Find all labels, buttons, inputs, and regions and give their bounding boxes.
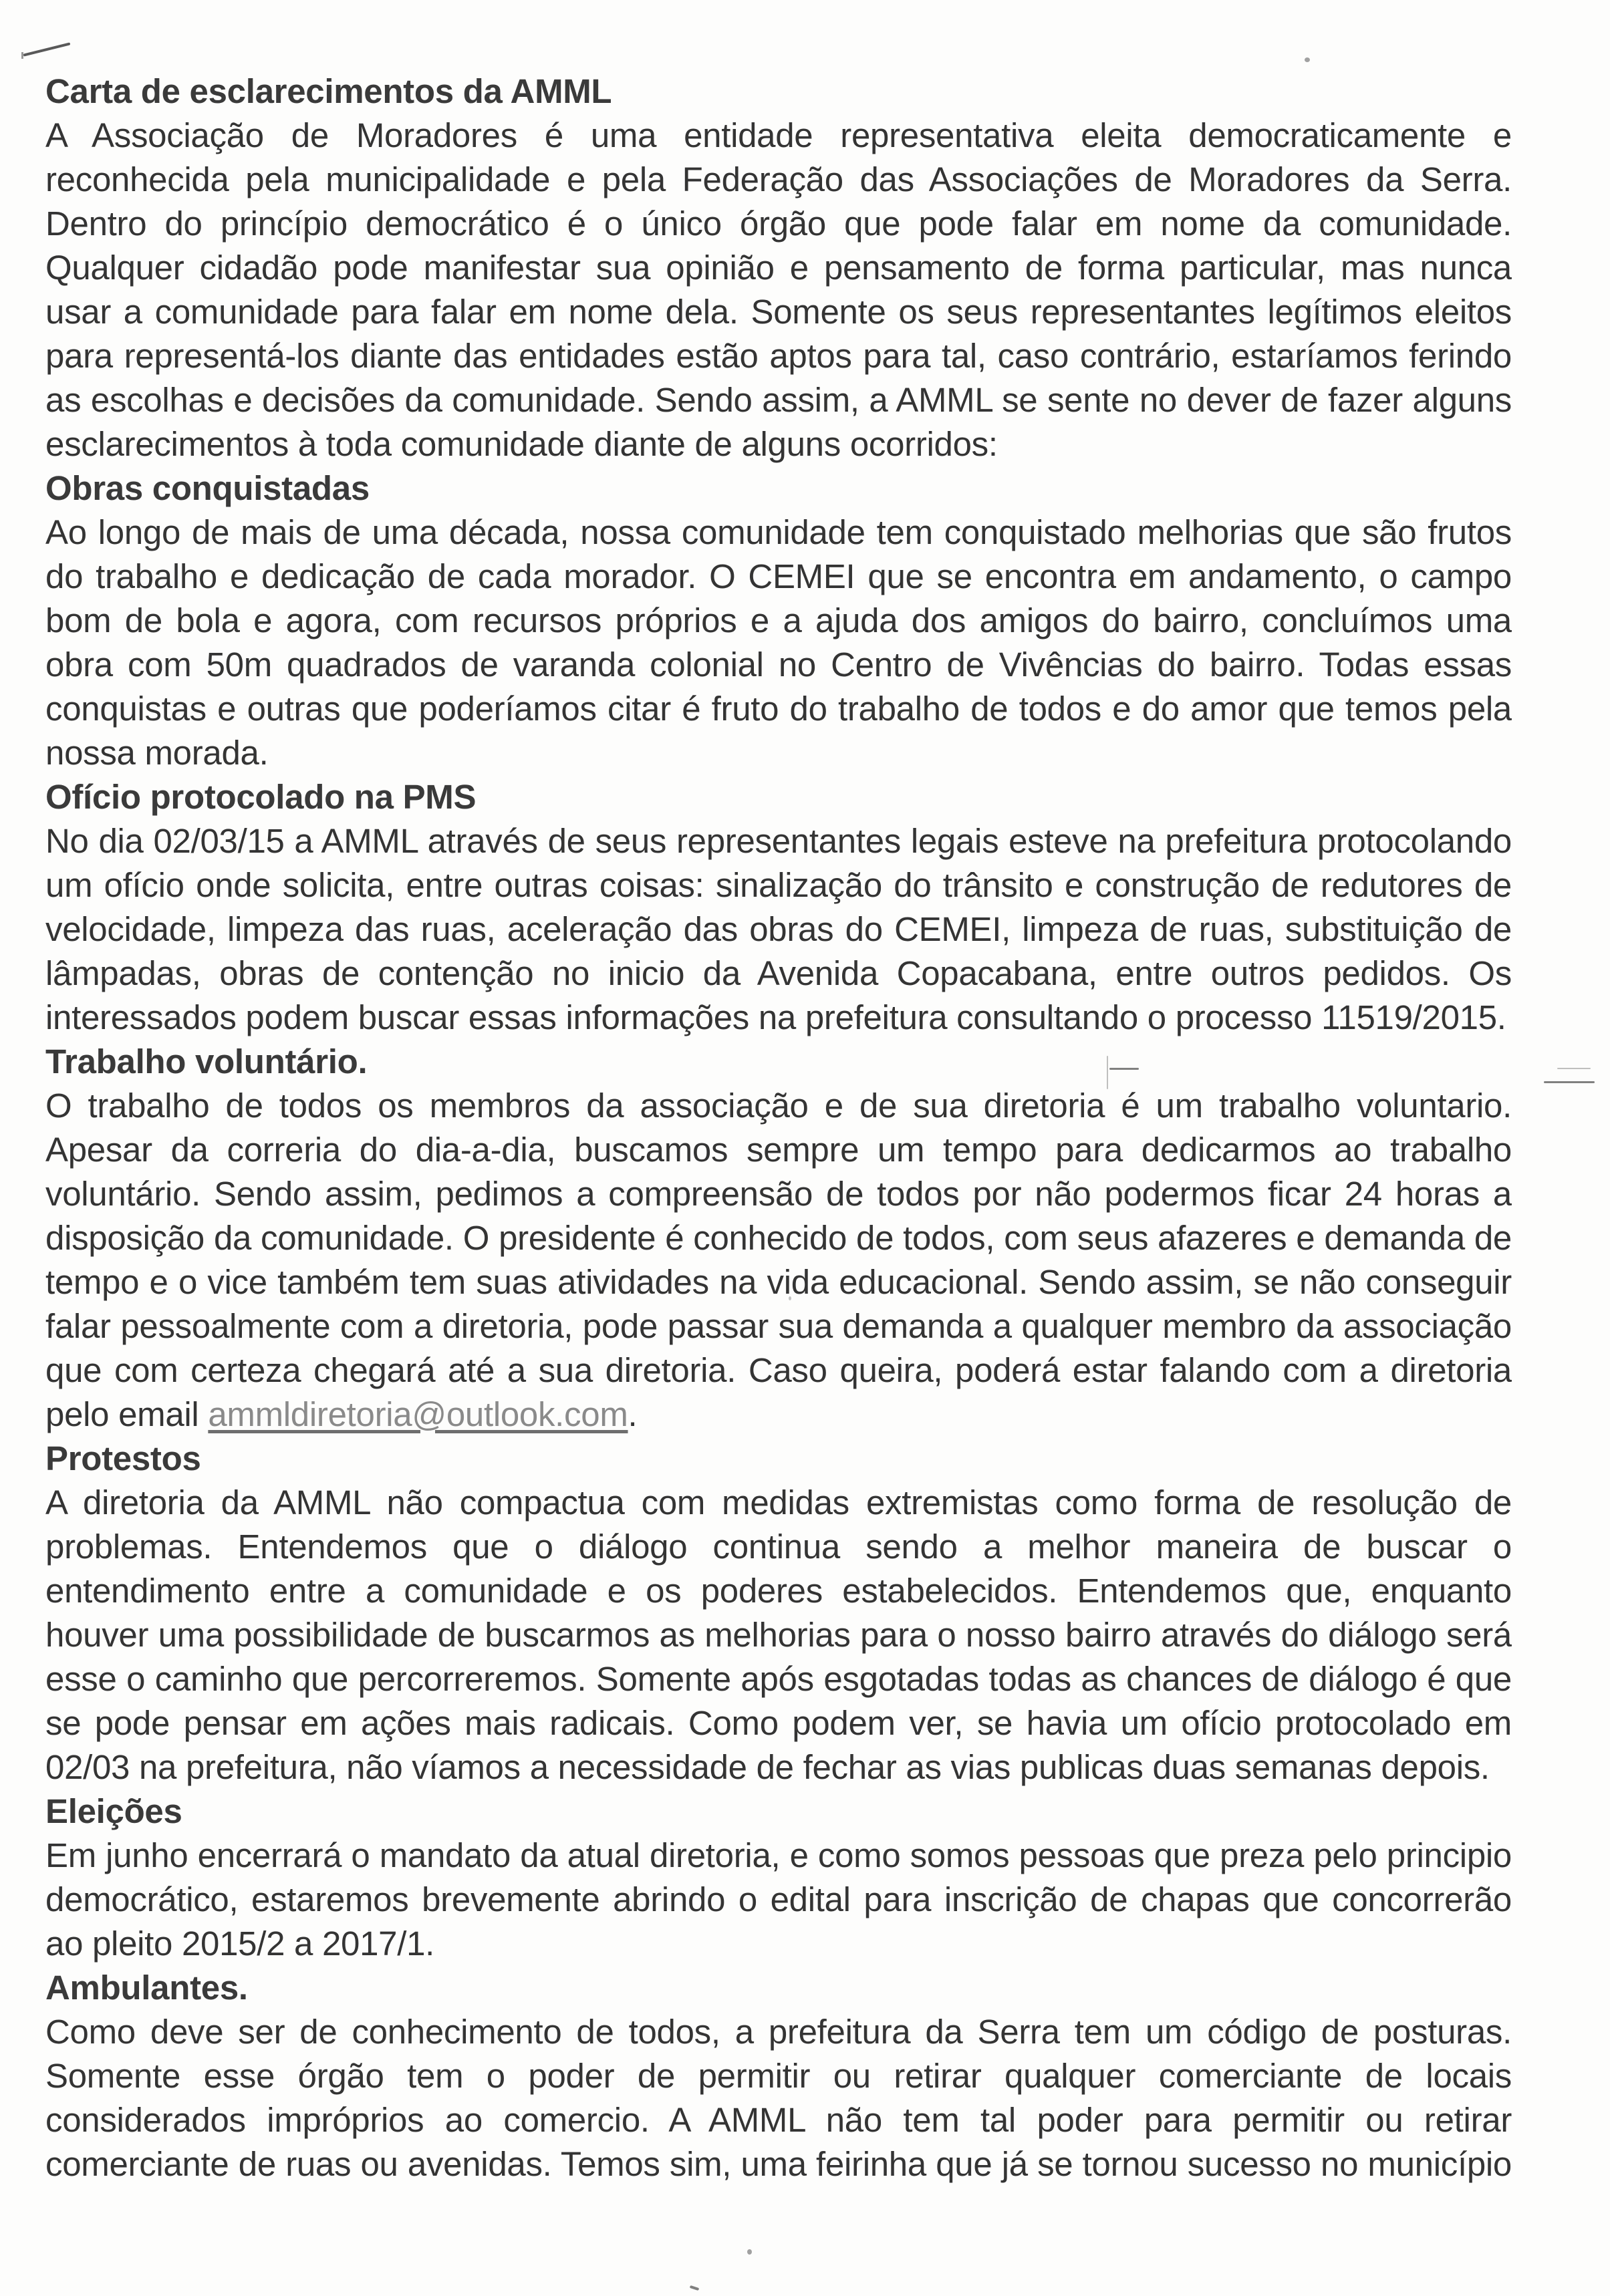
- section-oficio-protocolado: [45, 775, 1512, 1040]
- section-line: ao pleito 2015/2 a 2017/1.: [45, 1924, 435, 1963]
- section-line: Somente esse órgão tem o poder de permitir ou retirar qualquer comerciante de locais: [45, 2057, 1512, 2095]
- scan-mark: [690, 2285, 700, 2291]
- section-line: falar pessoalmente com a diretoria, pode passar sua demanda a qualquer membro da associação: [45, 1307, 1512, 1345]
- section-line: velocidade, limpeza das ruas, aceleração das obras do CEMEI, limpeza de ruas, substituição de: [45, 910, 1512, 948]
- section-line: um ofício onde solicita, entre outras coisas: sinalização do trânsito e construção de redutores de: [45, 866, 1512, 904]
- section-eleicoes: [45, 1789, 1512, 1966]
- section-line: disposição da comunidade. O presidente é conhecido de todos, com seus afazeres e demanda de: [45, 1219, 1512, 1257]
- section-line: interessados podem buscar essas informações na prefeitura consultando o processo 11519/2015.: [45, 998, 1506, 1036]
- email-line: [45, 1393, 1512, 1437]
- section-obras-conquistadas: [45, 466, 1512, 775]
- section-line: houver uma possibilidade de buscarmos as melhorias para o nosso bairro através do diálogo será: [45, 1616, 1512, 1654]
- section-line: do trabalho e dedicação de cada morador. O CEMEI que se encontra em andamento, o campo: [45, 557, 1512, 595]
- section-line: bom de bola e agora, com recursos próprios e a ajuda dos amigos do bairro, concluímos uma: [45, 601, 1512, 639]
- section-trabalho-voluntario: [45, 1040, 1512, 1437]
- section-line: considerados impróprios ao comercio. A AMML não tem tal poder para permitir ou retirar: [45, 2101, 1512, 2139]
- intro-line: esclarecimentos à toda comunidade diante de alguns ocorridos:: [45, 425, 998, 463]
- intro-line: Dentro do princípio democrático é o único órgão que pode falar em nome da comunidade.: [45, 204, 1512, 243]
- section-heading: Protestos: [45, 1439, 201, 1477]
- intro-line: reconhecida pela municipalidade e pela Federação das Associações de Moradores da Serra.: [45, 160, 1512, 198]
- section-line: Em junho encerrará o mandato da atual diretoria, e como somos pessoas que preza pelo principio: [45, 1836, 1512, 1874]
- section-line: Ao longo de mais de uma década, nossa comunidade tem conquistado melhorias que são frutos: [45, 513, 1512, 551]
- letter-body: [45, 69, 1512, 2186]
- intro-line: Qualquer cidadão pode manifestar sua opinião e pensamento de forma particular, mas nunca: [45, 249, 1512, 287]
- scan-speck: [747, 2249, 752, 2255]
- scan-mark: [1557, 1068, 1591, 1069]
- section-line: entendimento entre a comunidade e os poderes estabelecidos. Entendemos que, enquanto: [45, 1572, 1512, 1610]
- section-line: comerciante de ruas ou avenidas. Temos sim, uma feirinha que já se tornou sucesso no município: [45, 2145, 1512, 2183]
- intro-line: para representá-los diante das entidades estão aptos para tal, caso contrário, estaríamos ferindo: [45, 337, 1512, 375]
- section-line: voluntário. Sendo assim, pedimos a compreensão de todos por não podermos ficar 24 horas a: [45, 1175, 1512, 1213]
- section-line: O trabalho de todos os membros da associação e de sua diretoria é um trabalho voluntario.: [45, 1087, 1512, 1125]
- section-line: A diretoria da AMML não compactua com medidas extremistas como forma de resolução de: [45, 1483, 1512, 1522]
- section-line: lâmpadas, obras de contenção no inicio da Avenida Copacabana, entre outros pedidos. Os: [45, 954, 1512, 992]
- section-line: problemas. Entendemos que o diálogo continua sendo a melhor maneira de buscar o: [45, 1528, 1512, 1566]
- section-line: esse o caminho que percorreremos. Somente após esgotadas todas as chances de diálogo é que: [45, 1660, 1512, 1698]
- intro-line: A Associação de Moradores é uma entidade representativa eleita democraticamente e: [45, 116, 1512, 154]
- intro-paragraph: [45, 114, 1512, 466]
- section-line: 02/03 na prefeitura, não víamos a necessidade de fechar as vias publicas duas semanas depois.: [45, 1748, 1490, 1786]
- email-prefix: pelo email: [45, 1395, 209, 1433]
- section-line: nossa morada.: [45, 734, 269, 772]
- email-suffix: .: [628, 1395, 638, 1433]
- section-line: Como deve ser de conhecimento de todos, a prefeitura da Serra tem um código de posturas.: [45, 2013, 1512, 2051]
- scan-speck: [1305, 57, 1310, 62]
- scan-mark: [1544, 1081, 1595, 1083]
- section-ambulantes: [45, 1966, 1512, 2186]
- section-line: conquistas e outras que poderíamos citar é fruto do trabalho de todos e do amor que temos pela: [45, 690, 1512, 728]
- section-line: No dia 02/03/15 a AMML através de seus representantes legais esteve na prefeitura protocolando: [45, 822, 1512, 860]
- section-heading: Obras conquistadas: [45, 469, 370, 507]
- section-line: se pode pensar em ações mais radicais. Como podem ver, se havia um ofício protocolado em: [45, 1704, 1512, 1742]
- pen-stroke-mark: [23, 42, 71, 56]
- section-heading: Trabalho voluntário.: [45, 1042, 368, 1081]
- section-line: Apesar da correria do dia-a-dia, buscamos sempre um tempo para dedicarmos ao trabalho: [45, 1131, 1512, 1169]
- section-heading: Ofício protocolado na PMS: [45, 778, 477, 816]
- pen-tick-mark: [21, 52, 23, 59]
- section-heading: Ambulantes.: [45, 1969, 248, 2007]
- section-line: que com certeza chegará até a sua diretoria. Caso queira, poderá estar falando com a diretoria: [45, 1351, 1512, 1389]
- section-heading: Eleições: [45, 1792, 182, 1830]
- section-protestos: [45, 1437, 1512, 1789]
- section-line: obra com 50m quadrados de varanda colonial no Centro de Vivências do bairro. Todas essas: [45, 645, 1512, 684]
- intro-line: usar a comunidade para falar em nome dela. Somente os seus representantes legítimos eleitos: [45, 293, 1512, 331]
- section-line: democrático, estaremos brevemente abrindo o edital para inscrição de chapas que concorrerão: [45, 1880, 1512, 1918]
- section-line: tempo e o vice também tem suas atividades na vida educacional. Sendo assim, se não conseguir: [45, 1263, 1512, 1301]
- email-link[interactable]: ammldiretoria@outlook.com: [208, 1395, 628, 1433]
- intro-line: as escolhas e decisões da comunidade. Sendo assim, a AMML se sente no dever de fazer alguns: [45, 381, 1512, 419]
- letter-title: Carta de esclarecimentos da AMML: [45, 72, 612, 110]
